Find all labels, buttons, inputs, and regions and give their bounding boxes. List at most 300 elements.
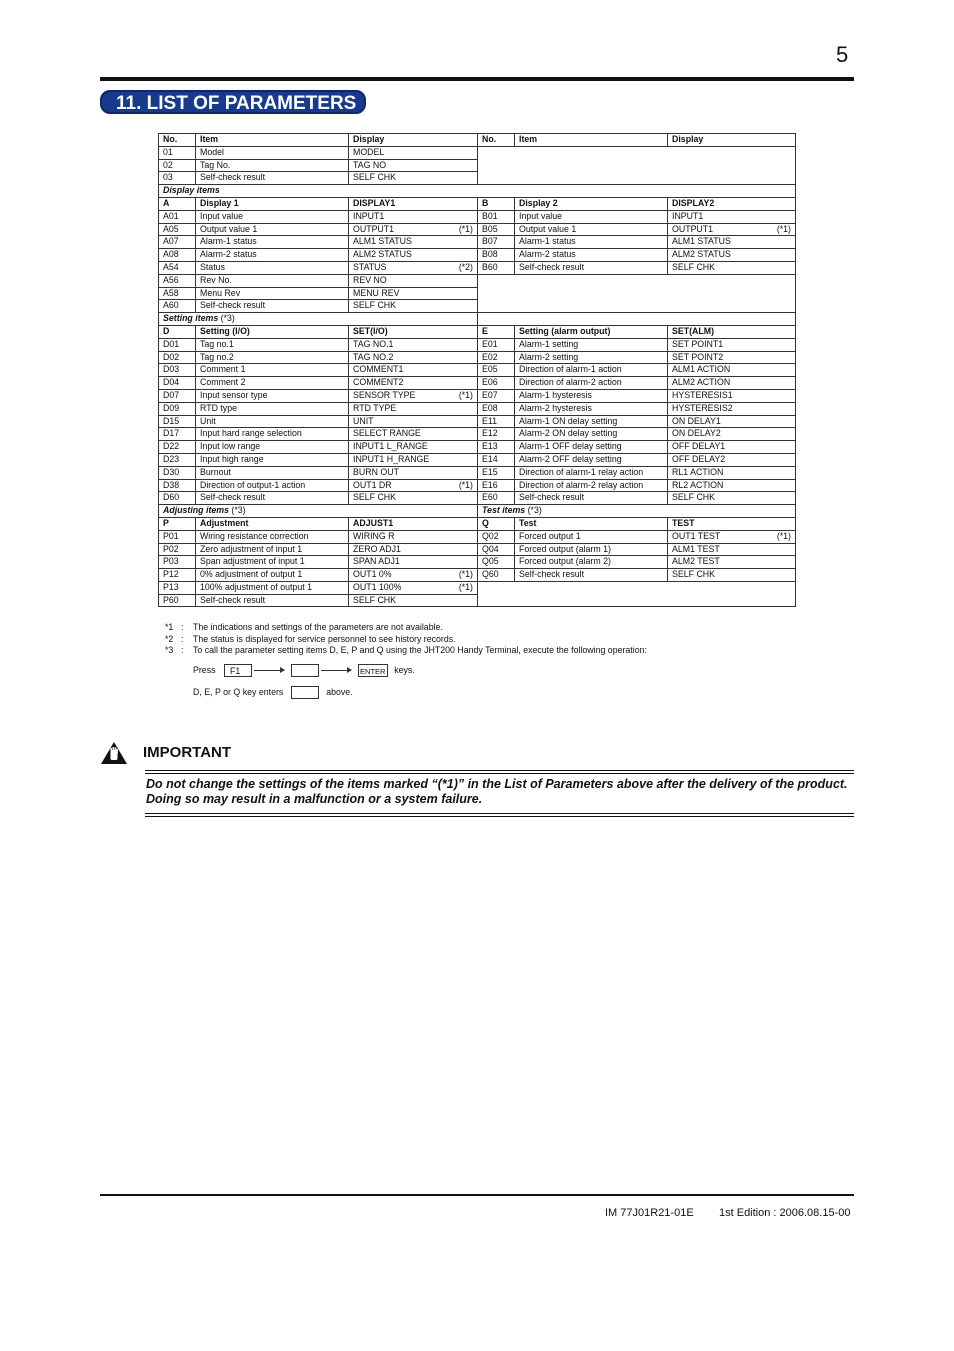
- table-row: [159, 428, 796, 441]
- display-value: SELF CHK: [353, 300, 397, 311]
- top-rule: [100, 77, 854, 81]
- note-marker: (*2): [458, 261, 473, 272]
- group-label-row: [159, 185, 796, 198]
- table-cell: D09: [159, 402, 196, 415]
- table-cell: Test: [515, 517, 668, 530]
- table-cell: B05: [478, 223, 515, 236]
- table-cell: 02: [159, 159, 196, 172]
- table-cell: Burnout: [196, 466, 349, 479]
- display-cell: [349, 223, 478, 236]
- table-cell: Output value 1: [515, 223, 668, 236]
- table-cell: Self-check result: [196, 492, 349, 505]
- display-value: MENU REV: [353, 287, 400, 298]
- display-cell: [349, 210, 478, 223]
- table-cell: Alarm-2 setting: [515, 351, 668, 364]
- display-value: SELF CHK: [353, 492, 397, 503]
- display-cell: [668, 377, 796, 390]
- display-cell: [349, 274, 478, 287]
- adjusting-items-label-text: Adjusting items: [163, 505, 229, 516]
- table-cell: Alarm-1 status: [196, 236, 349, 249]
- display-cell: [349, 415, 478, 428]
- display-value: RTD TYPE: [353, 402, 397, 413]
- table-row: [159, 364, 796, 377]
- table-cell: Alarm-2 OFF delay setting: [515, 453, 668, 466]
- display-cell: [668, 569, 796, 582]
- display-value: COMMENT1: [353, 364, 404, 375]
- table-row: [159, 402, 796, 415]
- display-value: OFF DELAY2: [672, 453, 726, 464]
- footnote-sep: :: [181, 645, 184, 655]
- display-cell: [668, 325, 796, 338]
- table-cell: E02: [478, 351, 515, 364]
- table-cell: Display 1: [196, 197, 349, 210]
- display-cell: [349, 479, 478, 492]
- display-value: STATUS: [353, 261, 387, 272]
- table-cell: Alarm-2 hysteresis: [515, 402, 668, 415]
- group-label-row: [159, 313, 796, 326]
- display-value: OUT1 0%: [353, 569, 392, 580]
- table-cell: Forced output 1: [515, 530, 668, 543]
- display-cell: [668, 415, 796, 428]
- table-cell: Input value: [515, 210, 668, 223]
- note-marker: (*1): [458, 389, 473, 400]
- table-cell: Self-check result: [515, 569, 668, 582]
- table-cell: Display 2: [515, 197, 668, 210]
- display-value: SENSOR TYPE: [353, 389, 416, 400]
- table-row: [159, 338, 796, 351]
- table-cell: P01: [159, 530, 196, 543]
- blank-cell: [478, 313, 796, 326]
- table-cell: E: [478, 325, 515, 338]
- table-cell: D23: [159, 453, 196, 466]
- display-cell: [668, 428, 796, 441]
- footnote: [165, 622, 647, 634]
- table-cell: D38: [159, 479, 196, 492]
- table-cell: Alarm-2 status: [515, 249, 668, 262]
- display-value: SELF CHK: [672, 492, 716, 503]
- display-value: SET POINT1: [672, 338, 724, 349]
- table-cell: 01: [159, 146, 196, 159]
- display-value: OUTPUT1: [353, 223, 395, 234]
- display-cell: [668, 466, 796, 479]
- table-cell: Wiring resistance correction: [196, 530, 349, 543]
- group-header-row: [159, 325, 796, 338]
- table-cell: E15: [478, 466, 515, 479]
- column-header: Display: [668, 134, 796, 147]
- display-value: ALM2 TEST: [672, 556, 720, 567]
- table-cell: D22: [159, 441, 196, 454]
- display-value: COMMENT2: [353, 377, 404, 388]
- table-cell: P: [159, 517, 196, 530]
- display-value: TAG NO: [353, 159, 387, 170]
- column-header: Item: [196, 134, 349, 147]
- display-value: ALM2 ACTION: [672, 377, 731, 388]
- display-cell: [349, 389, 478, 402]
- parameter-table: [158, 133, 796, 607]
- display-value: ALM1 STATUS: [672, 236, 731, 247]
- table-cell: Input hard range selection: [196, 428, 349, 441]
- display-value: OUT1 TEST: [672, 530, 721, 541]
- table-cell: Alarm-1 setting: [515, 338, 668, 351]
- display-value: HYSTERESIS2: [672, 402, 733, 413]
- important-heading: IMPORTANT: [143, 744, 232, 761]
- table-cell: A05: [159, 223, 196, 236]
- display-cell: [349, 377, 478, 390]
- table-cell: Self-check result: [515, 261, 668, 274]
- bottom-rule: [100, 1194, 854, 1196]
- display-value: RL2 ACTION: [672, 479, 724, 490]
- table-row: [159, 543, 796, 556]
- note-marker: (*1): [458, 581, 473, 592]
- display-cell: [349, 428, 478, 441]
- test-items-label-text: Test items: [482, 505, 526, 516]
- table-cell: E08: [478, 402, 515, 415]
- table-cell: Input sensor type: [196, 389, 349, 402]
- display-cell: [668, 556, 796, 569]
- table-cell: P02: [159, 543, 196, 556]
- setting-items-label: [159, 313, 478, 326]
- table-cell: Q02: [478, 530, 515, 543]
- group-header-row: [159, 517, 796, 530]
- display-cell: [349, 159, 478, 172]
- display-cell: [668, 197, 796, 210]
- arrow-icon: [254, 670, 284, 671]
- footnote-text: To call the parameter setting items D, E, P and Q using the JHT200 Handy Terminal, execute the following operation:: [193, 645, 647, 655]
- table-cell: A58: [159, 287, 196, 300]
- footnote-text: The indications and settings of the parameters are not available.: [193, 622, 443, 632]
- blank-cell: [478, 146, 796, 184]
- note-marker: (*1): [458, 479, 473, 490]
- table-cell: Self-check result: [196, 594, 349, 607]
- press-label: Press: [193, 664, 216, 675]
- table-cell: E12: [478, 428, 515, 441]
- table-cell: Direction of alarm-1 relay action: [515, 466, 668, 479]
- table-cell: P03: [159, 556, 196, 569]
- table-cell: B60: [478, 261, 515, 274]
- display-value: ADJUST1: [353, 517, 394, 528]
- display-value: SPAN ADJ1: [353, 556, 400, 567]
- table-row: [159, 377, 796, 390]
- display-value: ZERO ADJ1: [353, 543, 401, 554]
- table-cell: Rev No.: [196, 274, 349, 287]
- display-cell: [668, 261, 796, 274]
- display-cell: [668, 338, 796, 351]
- keys-label: keys.: [394, 664, 415, 675]
- footnote-mark: *3: [165, 645, 174, 655]
- table-cell: A08: [159, 249, 196, 262]
- table-cell: Alarm-1 OFF delay setting: [515, 441, 668, 454]
- important-rule-top-2: [145, 773, 854, 774]
- note-marker: (*1): [776, 223, 791, 234]
- table-cell: Alarm-1 hysteresis: [515, 389, 668, 402]
- table-cell: Direction of alarm-1 action: [515, 364, 668, 377]
- table-cell: A54: [159, 261, 196, 274]
- table-cell: 100% adjustment of output 1: [196, 581, 349, 594]
- footnote: [165, 645, 647, 657]
- display-value: ON DELAY1: [672, 415, 721, 426]
- group-header-row: [159, 197, 796, 210]
- display-cell: [349, 453, 478, 466]
- display-cell: [668, 543, 796, 556]
- display-value: TAG NO.2: [353, 351, 394, 362]
- display-value: TAG NO.1: [353, 338, 394, 349]
- display-value: ALM2 STATUS: [353, 249, 412, 260]
- table-row: [159, 249, 796, 262]
- blank-key-box: [291, 664, 319, 677]
- display-cell: [349, 146, 478, 159]
- table-cell: Input value: [196, 210, 349, 223]
- table-row: [159, 223, 796, 236]
- display-value: SELF CHK: [672, 261, 716, 272]
- table-cell: Comment 2: [196, 377, 349, 390]
- table-cell: Direction of alarm-2 relay action: [515, 479, 668, 492]
- arrow-icon: [321, 670, 351, 671]
- setting-items-label-note: (*3): [218, 313, 235, 324]
- table-row: [159, 479, 796, 492]
- table-cell: E07: [478, 389, 515, 402]
- display-value: ALM2 STATUS: [672, 249, 731, 260]
- table-row: [159, 210, 796, 223]
- display-cell: [349, 543, 478, 556]
- display-cell: [668, 402, 796, 415]
- table-cell: Tag No.: [196, 159, 349, 172]
- display-value: SELF CHK: [353, 172, 397, 183]
- display-value: MODEL: [353, 146, 385, 157]
- footnotes: [165, 622, 647, 657]
- display-cell: [668, 492, 796, 505]
- table-cell: B07: [478, 236, 515, 249]
- table-cell: B: [478, 197, 515, 210]
- table-row: [159, 556, 796, 569]
- display-cell: [668, 351, 796, 364]
- display-value: ON DELAY2: [672, 428, 721, 439]
- table-cell: E60: [478, 492, 515, 505]
- table-cell: Input low range: [196, 441, 349, 454]
- column-header: Display: [349, 134, 478, 147]
- column-header: No.: [159, 134, 196, 147]
- enter-key: ENTER: [358, 664, 388, 677]
- table-row: [159, 351, 796, 364]
- table-cell: Tag no.2: [196, 351, 349, 364]
- display-cell: [668, 223, 796, 236]
- table-cell: D07: [159, 389, 196, 402]
- line2-suffix: above.: [326, 686, 353, 697]
- display-cell: [349, 249, 478, 262]
- page-number: 5: [836, 42, 849, 67]
- table-cell: E13: [478, 441, 515, 454]
- display-cell: [349, 287, 478, 300]
- table-cell: Span adjustment of input 1: [196, 556, 349, 569]
- table-cell: Self-check result: [515, 492, 668, 505]
- display-value: DISPLAY1: [353, 197, 396, 208]
- display-cell: [668, 236, 796, 249]
- display-cell: [349, 517, 478, 530]
- table-cell: Self-check result: [196, 300, 349, 313]
- display-value: WIRING R: [353, 530, 395, 541]
- table-row: [159, 274, 796, 287]
- important-rule-bottom: [145, 813, 854, 814]
- display-value: HYSTERESIS1: [672, 389, 733, 400]
- note-marker: (*1): [458, 223, 473, 234]
- important-rule-bottom-2: [145, 816, 854, 817]
- table-cell: Input high range: [196, 453, 349, 466]
- note-marker: (*1): [776, 530, 791, 541]
- display-cell: [668, 453, 796, 466]
- blank-key-box: [291, 686, 319, 699]
- table-cell: D15: [159, 415, 196, 428]
- table-cell: A: [159, 197, 196, 210]
- table-cell: A56: [159, 274, 196, 287]
- footnote-mark: *2: [165, 633, 174, 644]
- table-row: [159, 441, 796, 454]
- operation-instructions: [193, 664, 415, 699]
- table-cell: Direction of alarm-2 action: [515, 377, 668, 390]
- table-cell: Direction of output-1 action: [196, 479, 349, 492]
- display-value: REV NO: [353, 274, 387, 285]
- display-value: RL1 ACTION: [672, 466, 724, 477]
- display-value: INPUT1 H_RANGE: [353, 453, 430, 464]
- display-cell: [668, 389, 796, 402]
- table-cell: A60: [159, 300, 196, 313]
- display-value: SELF CHK: [672, 569, 716, 580]
- table-cell: Forced output (alarm 1): [515, 543, 668, 556]
- display-cell: [668, 517, 796, 530]
- display-value: SET(I/O): [353, 325, 388, 336]
- table-cell: Tag no.1: [196, 338, 349, 351]
- display-value: INPUT1: [672, 210, 704, 221]
- table-cell: D03: [159, 364, 196, 377]
- display-cell: [349, 261, 478, 274]
- table-cell: D02: [159, 351, 196, 364]
- display-value: ALM1 STATUS: [353, 236, 412, 247]
- warning-hand-icon: [100, 741, 128, 765]
- table-cell: P12: [159, 569, 196, 582]
- important-text: Do not change the settings of the items marked “(*1)” in the List of Parameters above after the delivery of the product. Doing so may result in a malfunction or a system failure.: [146, 777, 848, 806]
- adjusting-items-label: [159, 505, 478, 518]
- table-cell: A01: [159, 210, 196, 223]
- display-cell: [349, 492, 478, 505]
- footnote-sep: :: [181, 633, 184, 644]
- footer-edition: 1st Edition : 2006.08.15-00: [719, 1207, 851, 1219]
- table-cell: Adjustment: [196, 517, 349, 530]
- display-cell: [349, 197, 478, 210]
- table-cell: E05: [478, 364, 515, 377]
- table-cell: 0% adjustment of output 1: [196, 569, 349, 582]
- display-cell: [349, 325, 478, 338]
- display-cell: [349, 581, 478, 594]
- table-cell: Status: [196, 261, 349, 274]
- table-cell: D30: [159, 466, 196, 479]
- display-value: SET(ALM): [672, 325, 715, 336]
- table-cell: Q05: [478, 556, 515, 569]
- table-row: [159, 581, 796, 594]
- display-value: SELF CHK: [353, 594, 397, 605]
- display-cell: [349, 530, 478, 543]
- f1-key: F1: [224, 664, 252, 677]
- table-cell: E01: [478, 338, 515, 351]
- display-value: DISPLAY2: [672, 197, 715, 208]
- table-cell: Output value 1: [196, 223, 349, 236]
- table-row: [159, 389, 796, 402]
- table-cell: E11: [478, 415, 515, 428]
- column-header: No.: [478, 134, 515, 147]
- footer-doc-number: IM 77J01R21-01E: [605, 1207, 694, 1219]
- display-value: TEST: [672, 517, 695, 528]
- table-cell: Zero adjustment of input 1: [196, 543, 349, 556]
- display-cell: [349, 556, 478, 569]
- display-cell: [668, 441, 796, 454]
- display-value: ALM1 TEST: [672, 543, 720, 554]
- table-cell: Model: [196, 146, 349, 159]
- table-cell: Forced output (alarm 2): [515, 556, 668, 569]
- test-items-label-note: (*3): [525, 505, 542, 516]
- table-row: [159, 236, 796, 249]
- table-cell: P60: [159, 594, 196, 607]
- display-cell: [349, 172, 478, 185]
- important-rule-top: [145, 770, 854, 771]
- display-items-label: Display items: [159, 185, 796, 198]
- table-cell: A07: [159, 236, 196, 249]
- display-cell: [349, 441, 478, 454]
- display-cell: [349, 402, 478, 415]
- column-header: Item: [515, 134, 668, 147]
- section-title: 11. LIST OF PARAMETERS: [100, 90, 366, 114]
- table-cell: Alarm-2 ON delay setting: [515, 428, 668, 441]
- table-cell: D17: [159, 428, 196, 441]
- display-value: BURN OUT: [353, 466, 399, 477]
- line2-prefix: D, E, P or Q key enters: [193, 686, 284, 697]
- display-value: SET POINT2: [672, 351, 724, 362]
- table-cell: D: [159, 325, 196, 338]
- table-row: [159, 146, 796, 159]
- display-cell: [668, 479, 796, 492]
- display-value: OUTPUT1: [672, 223, 714, 234]
- table-cell: E16: [478, 479, 515, 492]
- table-cell: Q04: [478, 543, 515, 556]
- table-cell: Setting (alarm output): [515, 325, 668, 338]
- footnote-mark: *1: [165, 622, 174, 632]
- table-cell: E06: [478, 377, 515, 390]
- footnote: [165, 634, 647, 646]
- table-cell: Q60: [478, 569, 515, 582]
- blank-cell: [478, 581, 796, 607]
- display-value: OUT1 DR: [353, 479, 392, 490]
- display-cell: [349, 236, 478, 249]
- display-value: UNIT: [353, 415, 374, 426]
- footnote-text: The status is displayed for service personnel to see history records.: [193, 633, 456, 644]
- table-cell: D60: [159, 492, 196, 505]
- display-value: OUT1 100%: [353, 581, 402, 592]
- table-cell: RTD type: [196, 402, 349, 415]
- table-row: [159, 492, 796, 505]
- display-cell: [349, 300, 478, 313]
- table-row: [159, 415, 796, 428]
- table-cell: Unit: [196, 415, 349, 428]
- table-cell: E14: [478, 453, 515, 466]
- display-cell: [349, 466, 478, 479]
- display-value: ALM1 ACTION: [672, 364, 731, 375]
- display-value: INPUT1: [353, 210, 385, 221]
- table-cell: 03: [159, 172, 196, 185]
- table-row: [159, 466, 796, 479]
- display-cell: [349, 364, 478, 377]
- note-marker: (*1): [458, 569, 473, 580]
- table-cell: Alarm-2 status: [196, 249, 349, 262]
- display-cell: [349, 594, 478, 607]
- table-cell: P13: [159, 581, 196, 594]
- table-row: [159, 530, 796, 543]
- display-cell: [668, 249, 796, 262]
